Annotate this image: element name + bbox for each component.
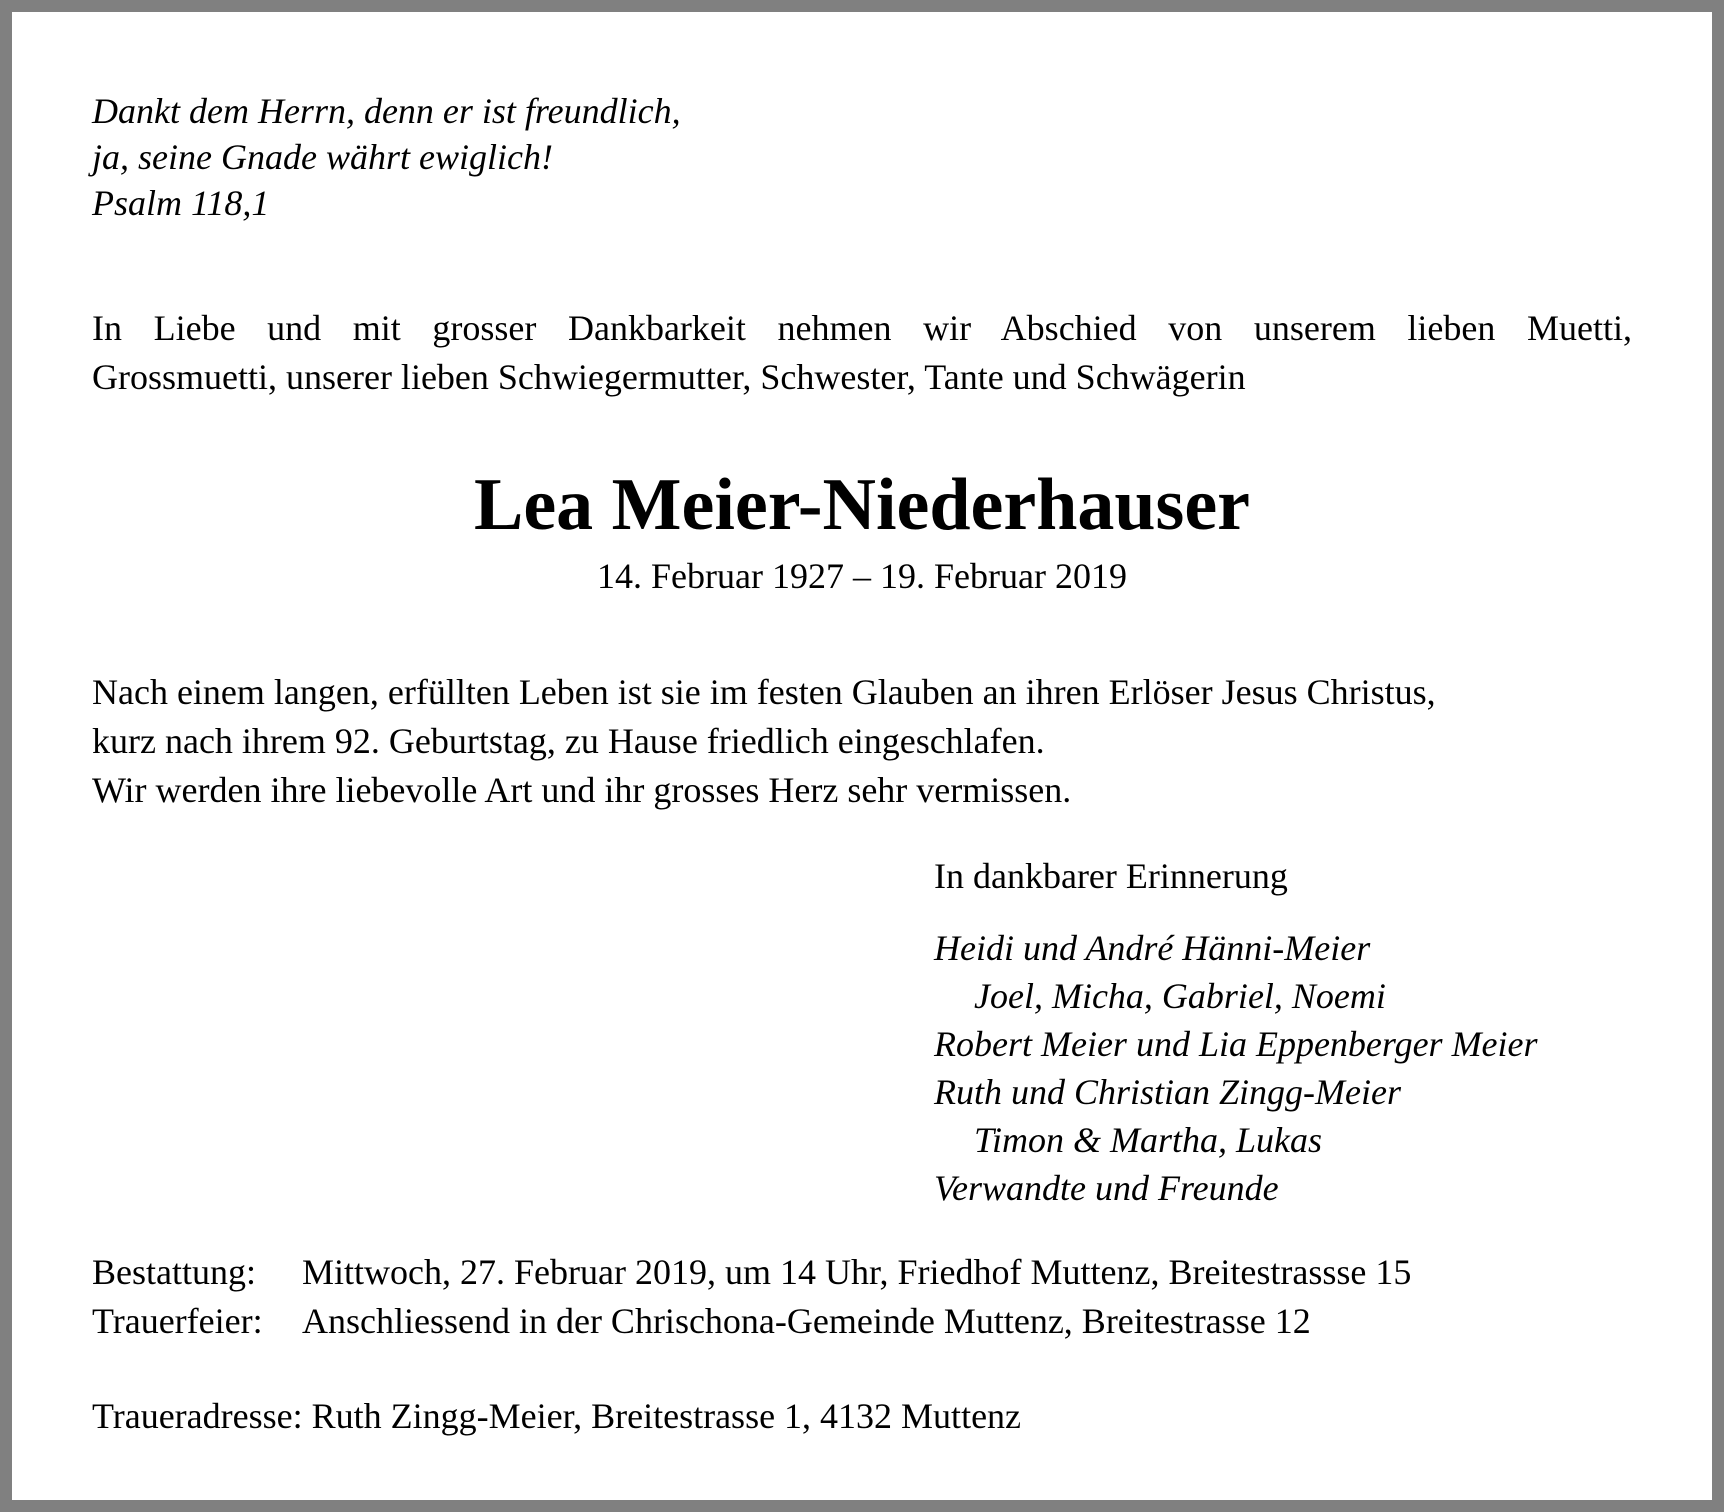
verse-reference: Psalm 118,1	[92, 183, 270, 223]
mourner-entry: Ruth und Christian Zingg-Meier	[934, 1072, 1401, 1112]
memorial-label: Trauerfeier:	[92, 1301, 263, 1341]
verse-line-2: ja, seine Gnade währt ewiglich!	[92, 137, 553, 177]
burial-label: Bestattung:	[92, 1252, 256, 1292]
mourner-entry: Heidi und André Hänni-Meier	[934, 928, 1371, 968]
deceased-name: Lea Meier-Niederhauser	[473, 464, 1251, 546]
mourner-entry: Timon & Martha, Lukas	[974, 1120, 1323, 1160]
message-line-1: Nach einem langen, erfüllten Leben ist sie im festen Glauben an ihren Erlöser Jesus Christus,	[92, 672, 1436, 712]
memorial-text: Anschliessend in der Chrischona-Gemeinde Muttenz, Breitestrasse 12	[302, 1301, 1311, 1341]
memorial-row	[92, 1297, 1632, 1346]
mourners-list	[934, 924, 1538, 1212]
service-details	[92, 1248, 1632, 1346]
message-line-3: Wir werden ihre liebevolle Art und ihr grosses Herz sehr vermissen.	[92, 770, 1072, 810]
message-paragraph	[92, 668, 1632, 815]
message-line-2: kurz nach ihrem 92. Geburtstag, zu Hause friedlich eingeschlafen.	[92, 721, 1045, 761]
obituary-notice	[12, 12, 1712, 1500]
verse-line-1: Dankt dem Herrn, denn er ist freundlich,	[92, 91, 681, 131]
intro-line-1: In Liebe und mit grosser Dankbarkeit nehmen wir Abschied von unserem lieben Muetti,	[92, 308, 1632, 348]
mourning-address	[92, 1392, 1632, 1441]
burial-text: Mittwoch, 27. Februar 2019, um 14 Uhr, Friedhof Muttenz, Breitestrassse 15	[302, 1252, 1412, 1292]
burial-row	[92, 1248, 1632, 1297]
address-line: Traueradresse: Ruth Zingg-Meier, Breitestrasse 1, 4132 Muttenz	[92, 1396, 1022, 1436]
mourner-entry: Robert Meier und Lia Eppenberger Meier	[934, 1024, 1538, 1064]
mourner-entry: Joel, Micha, Gabriel, Noemi	[974, 976, 1386, 1016]
intro-paragraph	[92, 304, 1632, 402]
intro-line-2: Grossmuetti, unserer lieben Schwiegermutter, Schwester, Tante und Schwägerin	[92, 357, 1246, 397]
bible-verse	[92, 88, 1632, 226]
signoff: In dankbarer Erinnerung	[934, 856, 1288, 896]
life-dates: 14. Februar 1927 – 19. Februar 2019	[597, 556, 1127, 596]
mourner-entry: Verwandte und Freunde	[934, 1168, 1279, 1208]
